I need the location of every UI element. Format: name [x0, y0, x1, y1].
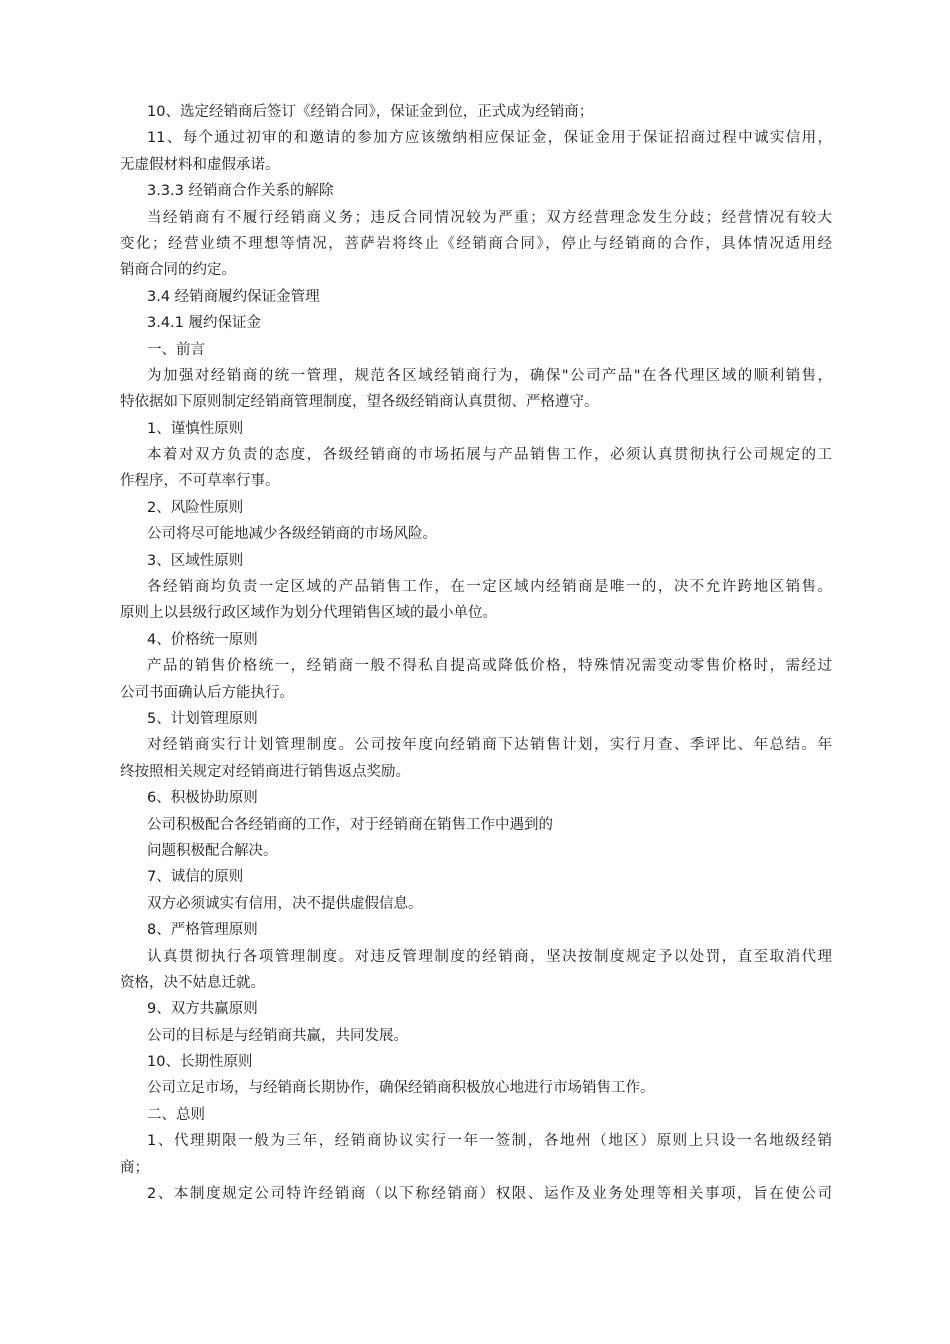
text-line: 1、代理期限一般为三年，经销商协议实行一年一签制，各地州（地区）原则上只设一名地级经销: [147, 1133, 832, 1150]
section-heading: 3.3.3 经销商合作关系的解除: [147, 183, 334, 200]
text-line: 当经销商有不履行经销商义务；违反合同情况较为严重；双方经营理念发生分歧；经营情况有较大: [147, 209, 832, 226]
text-line: 无虚假材料和虚假承诺。: [120, 156, 280, 173]
text-line: 变化；经营业绩不理想等情况，菩萨岩将终止《经销商合同》，停止与经销商的合作，具体情况适用经: [120, 235, 832, 252]
principle-heading: 10、长期性原则: [147, 1054, 253, 1071]
principle-heading: 3、区域性原则: [147, 552, 244, 569]
text-line: 公司积极配合各经销商的工作，对于经销商在销售工作中遇到的: [147, 816, 553, 833]
text-line: 为加强对经销商的统一管理，规范各区域经销商行为，确保"公司产品"在各代理区域的顺利销售，: [147, 367, 832, 384]
document-body: [120, 99, 832, 1207]
text-line: 公司将尽可能地减少各级经销商的市场风险。: [147, 526, 437, 543]
text-line: 公司的目标是与经销商共赢，共同发展。: [147, 1027, 408, 1044]
principle-heading: 5、计划管理原则: [147, 710, 258, 727]
text-line: 本着对双方负责的态度，各级经销商的市场拓展与产品销售工作，必须认真贯彻执行公司规定的工: [147, 447, 832, 464]
principle-heading: 7、诚信的原则: [147, 869, 244, 886]
text-line: 双方必须诚实有信用，决不提供虚假信息。: [147, 895, 423, 912]
text-line: 公司立足市场，与经销商长期协作，确保经销商积极放心地进行市场销售工作。: [147, 1080, 655, 1097]
text-line: 各经销商均负责一定区域的产品销售工作，在一定区域内经销商是唯一的，决不允许跨地区销售。: [147, 579, 832, 596]
text-line: 对经销商实行计划管理制度。公司按年度向经销商下达销售计划，实行月查、季评比、年总结。年: [147, 737, 832, 754]
text-line: 2、本制度规定公司特许经销商（以下称经销商）权限、运作及业务处理等相关事项，旨在使公司: [147, 1186, 832, 1203]
text-line: 终按照相关规定对经销商进行销售返点奖励。: [120, 763, 410, 780]
text-line: 特依据如下原则制定经销商管理制度，望各级经销商认真贯彻、严格遵守。: [120, 394, 599, 411]
section-heading: 二、总则: [147, 1106, 205, 1123]
principle-heading: 8、严格管理原则: [147, 922, 258, 939]
section-heading: 3.4 经销商履约保证金管理: [147, 288, 320, 305]
principle-heading: 1、谨慎性原则: [147, 420, 244, 437]
section-heading: 3.4.1 履约保证金: [147, 315, 262, 332]
text-line: 问题积极配合解决。: [147, 842, 278, 859]
principle-heading: 4、价格统一原则: [147, 631, 258, 648]
section-heading: 一、前言: [147, 341, 205, 358]
principle-heading: 9、双方共赢原则: [147, 1001, 258, 1018]
text-line: 商；: [120, 1159, 149, 1176]
principle-heading: 6、积极协助原则: [147, 790, 258, 807]
text-line: 资格，决不姑息迁就。: [120, 974, 265, 991]
text-line: 作程序，不可草率行事。: [120, 473, 280, 490]
text-line: 原则上以县级行政区域作为划分代理销售区域的最小单位。: [120, 605, 497, 622]
principle-heading: 2、风险性原则: [147, 499, 244, 516]
text-line: 产品的销售价格统一，经销商一般不得私自提高或降低价格，特殊情况需变动零售价格时，需经过: [147, 658, 832, 675]
text-line: 认真贯彻执行各项管理制度。对违反管理制度的经销商，坚决按制度规定予以处罚，直至取消代理: [147, 948, 832, 965]
text-line: 销商合同的约定。: [120, 262, 236, 279]
text-line: 10、选定经销商后签订《经销合同》，保证金到位，正式成为经销商；: [147, 104, 594, 120]
text-line: 11、每个通过初审的和邀请的参加方应该缴纳相应保证金，保证金用于保证招商过程中诚实信用，: [147, 130, 832, 147]
text-line: 公司书面确认后方能执行。: [120, 684, 294, 701]
